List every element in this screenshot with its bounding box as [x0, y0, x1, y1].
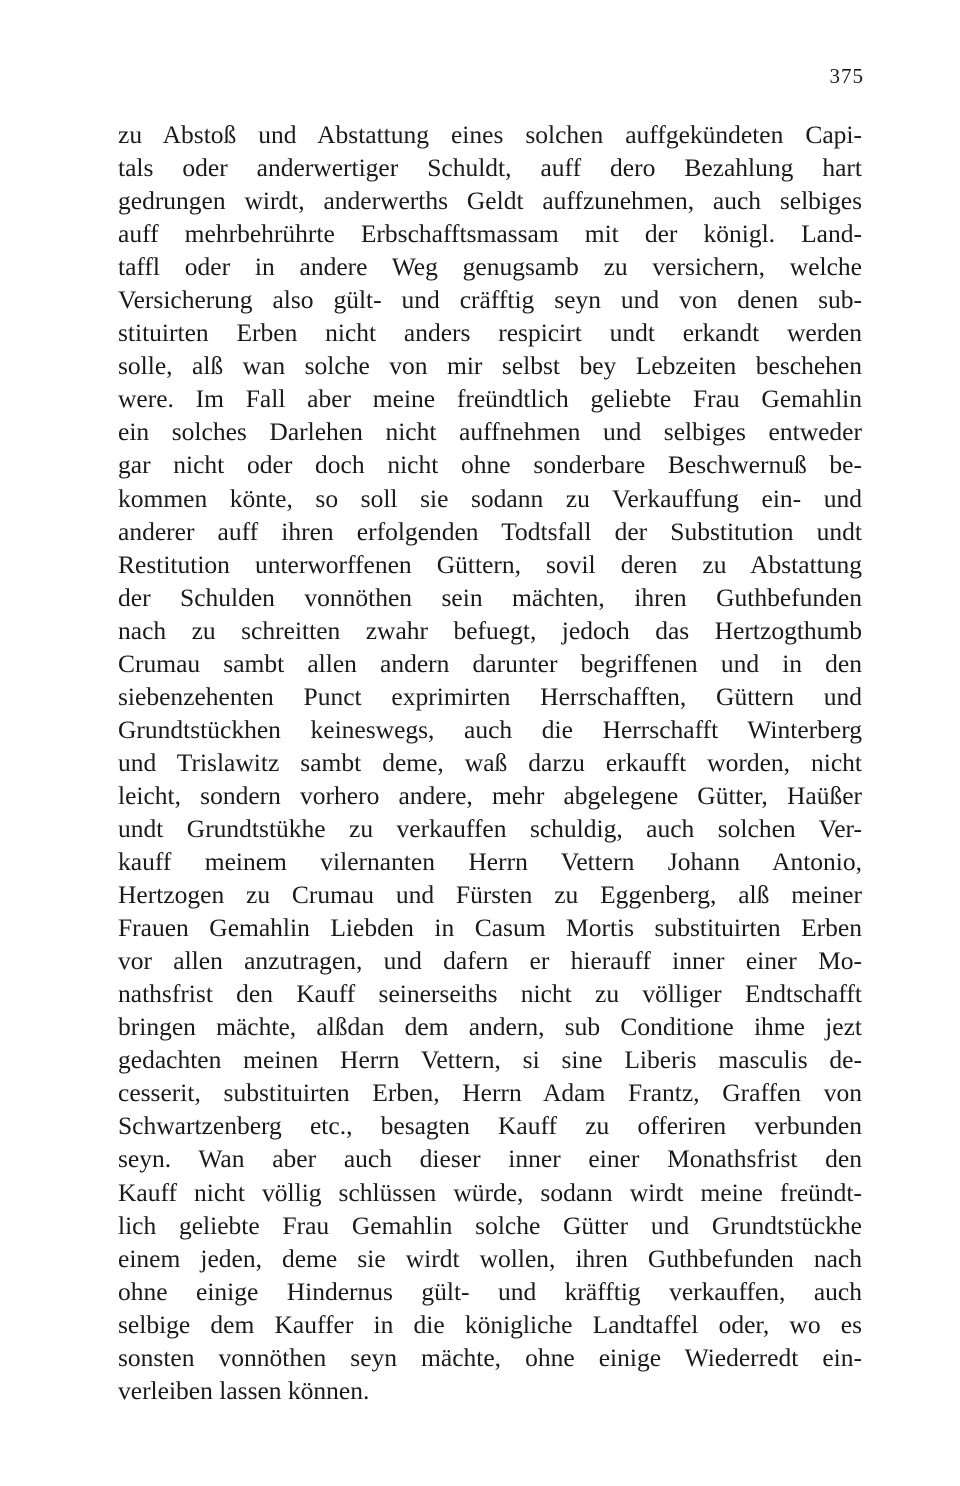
text-line: seyn. Wan aber auch dieser inner einer Monathsfrist den: [118, 1144, 862, 1174]
text-line: lich geliebte Frau Gemahlin solche Gütter und Grundtstückhe: [118, 1210, 862, 1240]
text-line: gar nicht oder doch nicht ohne sonderbare Beschwernuß be-: [118, 450, 862, 480]
text-line: auff mehrbehrührte Erbschafftsmassam mit der königl. Land-: [118, 219, 862, 249]
text-line: siebenzehenten Punct exprimirten Herrschafften, Güttern und: [118, 681, 862, 711]
text-line: tals oder anderwertiger Schuldt, auff dero Bezahlung hart: [118, 153, 862, 183]
text-line: Grundtstückhen keineswegs, auch die Herrschafft Winterberg: [118, 714, 862, 744]
text-line: zu Abstoß und Abstattung eines solchen auffgekündeten Capi-: [118, 120, 862, 149]
text-line: der Schulden vonnöthen sein mächten, ihren Guthbefunden: [118, 582, 862, 612]
text-line: solle, alß wan solche von mir selbst bey Lebzeiten beschehen: [118, 351, 862, 381]
text-line: sonsten vonnöthen seyn mächte, ohne einige Wiederredt ein-: [118, 1342, 862, 1372]
text-line: undt Grundtstükhe zu verkauffen schuldig, auch solchen Ver-: [118, 813, 862, 843]
text-line: Hertzogen zu Crumau und Fürsten zu Eggenberg, alß meiner: [118, 880, 862, 910]
text-line: stituirten Erben nicht anders respicirt undt erkandt werden: [118, 318, 862, 348]
text-line: ein solches Darlehen nicht auffnehmen und selbiges entweder: [118, 417, 862, 447]
text-line: gedachten meinen Herrn Vettern, si sine Liberis masculis de-: [118, 1045, 862, 1075]
text-line: bringen mächte, alßdan dem andern, sub Conditione ihme jezt: [118, 1012, 862, 1042]
text-line: Crumau sambt allen andern darunter begriffenen und in den: [118, 648, 862, 678]
text-line: nach zu schreitten zwahr befuegt, jedoch das Hertzogthumb: [118, 615, 862, 645]
text-line: kauff meinem vilernanten Herrn Vettern Johann Antonio,: [118, 847, 862, 877]
text-line: vor allen anzutragen, und dafern er hierauff inner einer Mo-: [118, 946, 862, 976]
text-line: gedrungen wirdt, anderwerths Geldt auffzunehmen, auch selbiges: [118, 186, 862, 216]
text-line: kommen könte, so soll sie sodann zu Verkauffung ein- und: [118, 483, 862, 513]
text-line: anderer auff ihren erfolgenden Todtsfall der Substitution undt: [118, 516, 862, 546]
text-line: Restitution unterworffenen Güttern, sovil deren zu Abstattung: [118, 549, 862, 579]
text-line: einem jeden, deme sie wirdt wollen, ihren Guthbefunden nach: [118, 1243, 862, 1273]
text-line: taffl oder in andere Weg genugsamb zu versichern, welche: [118, 252, 862, 282]
text-line-last: verleiben lassen können.: [118, 1375, 370, 1405]
text-line: Frauen Gemahlin Liebden in Casum Mortis substituirten Erben: [118, 913, 862, 943]
text-line: ohne einige Hindernus gült- und kräfftig verkauffen, auch: [118, 1276, 862, 1306]
body-text: [118, 118, 862, 1407]
text-line: leicht, sondern vorhero andere, mehr abgelegene Gütter, Haüßer: [118, 780, 862, 810]
text-line: Schwartzenberg etc., besagten Kauff zu offeriren verbunden: [118, 1111, 862, 1141]
text-line: nathsfrist den Kauff seinerseiths nicht zu völliger Endtschafft: [118, 979, 862, 1009]
text-line: Versicherung also gült- und cräfftig seyn und von denen sub-: [118, 285, 862, 315]
text-line: were. Im Fall aber meine freündtlich geliebte Frau Gemahlin: [118, 384, 862, 414]
text-line: cesserit, substituirten Erben, Herrn Adam Frantz, Graffen von: [118, 1078, 862, 1108]
page-number: 375: [829, 64, 864, 88]
text-line: Kauff nicht völlig schlüssen würde, sodann wirdt meine freündt-: [118, 1177, 862, 1207]
text-line: selbige dem Kauffer in die königliche Landtaffel oder, wo es: [118, 1309, 862, 1339]
text-line: und Trislawitz sambt deme, waß darzu erkaufft worden, nicht: [118, 747, 862, 777]
